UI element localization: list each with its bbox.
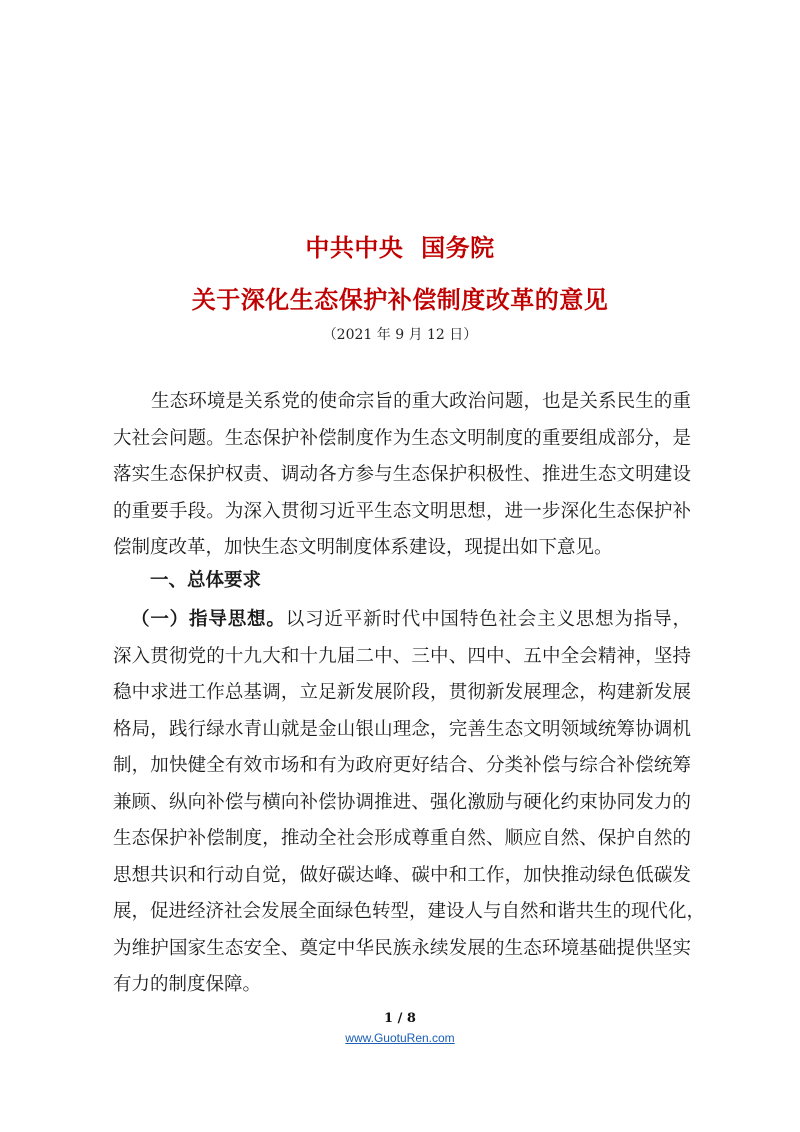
- text-line: 制，加快健全有效市场和有为政府更好结合、分类补偿与综合补偿统筹: [113, 755, 691, 776]
- text-line: 以习近平新时代中国特色社会主义思想为指导，: [285, 609, 691, 630]
- text-line: 生态环境是关系党的使命宗旨的重大政治问题，也是关系民生的重: [151, 391, 691, 412]
- text-line: 为维护国家生态安全、奠定中华民族永续发展的生态环境基础提供坚实: [113, 937, 691, 959]
- text-line: 生态保护补偿制度，推动全社会形成尊重自然、顺应自然、保护自然的: [113, 828, 691, 849]
- text-line: 的重要手段。为深入贯彻习近平生态文明思想，进一步深化生态保护补: [113, 500, 691, 522]
- document-date: （2021 年 9 月 12 日）: [322, 327, 478, 343]
- text-line: 大社会问题。生态保护补偿制度作为生态文明制度的重要组成部分，是: [113, 427, 691, 449]
- text-line: 展，促进经济社会发展全面绿色转型，建设人与自然和谐共生的现代化，: [113, 901, 706, 922]
- page-number: 1 / 8: [384, 1011, 416, 1026]
- text-line: 有力的制度保障。: [113, 974, 262, 995]
- title-issuer: 中共中央 国务院: [305, 234, 495, 262]
- intro-paragraph: [113, 384, 691, 567]
- text-line: 落实生态保护权责、调动各方参与生态保护积极性、推进生态文明建设: [113, 464, 691, 485]
- text-line: 格局，践行绿水青山就是金山银山理念，完善生态文明领域统筹协调机: [113, 718, 691, 740]
- text-line: 深入贯彻党的十九大和十九届二中、三中、四中、五中全会精神，坚持: [113, 645, 691, 667]
- document-title: 关于深化生态保护补偿制度改革的意见: [191, 286, 609, 314]
- subsection-lead: （一）指导思想。: [131, 609, 286, 630]
- guiding-thought-paragraph: [113, 602, 706, 1004]
- text-line-lead: [113, 602, 691, 639]
- text-line: 偿制度改革，加快生态文明制度体系建设，现提出如下意见。: [113, 537, 613, 558]
- text-line: 兼顾、纵向补偿与横向补偿协调推进、强化激励与硬化约束协同发力的: [113, 791, 691, 813]
- text-line: 思想共识和行动自觉，做好碳达峰、碳中和工作，加快推动绿色低碳发: [113, 864, 691, 886]
- section-heading: 一、总体要求: [150, 570, 262, 591]
- website-link[interactable]: www.GuotuRen.com: [345, 1031, 455, 1045]
- text-line: 稳中求进工作总基调，立足新发展阶段，贯彻新发展理念，构建新发展: [113, 682, 691, 703]
